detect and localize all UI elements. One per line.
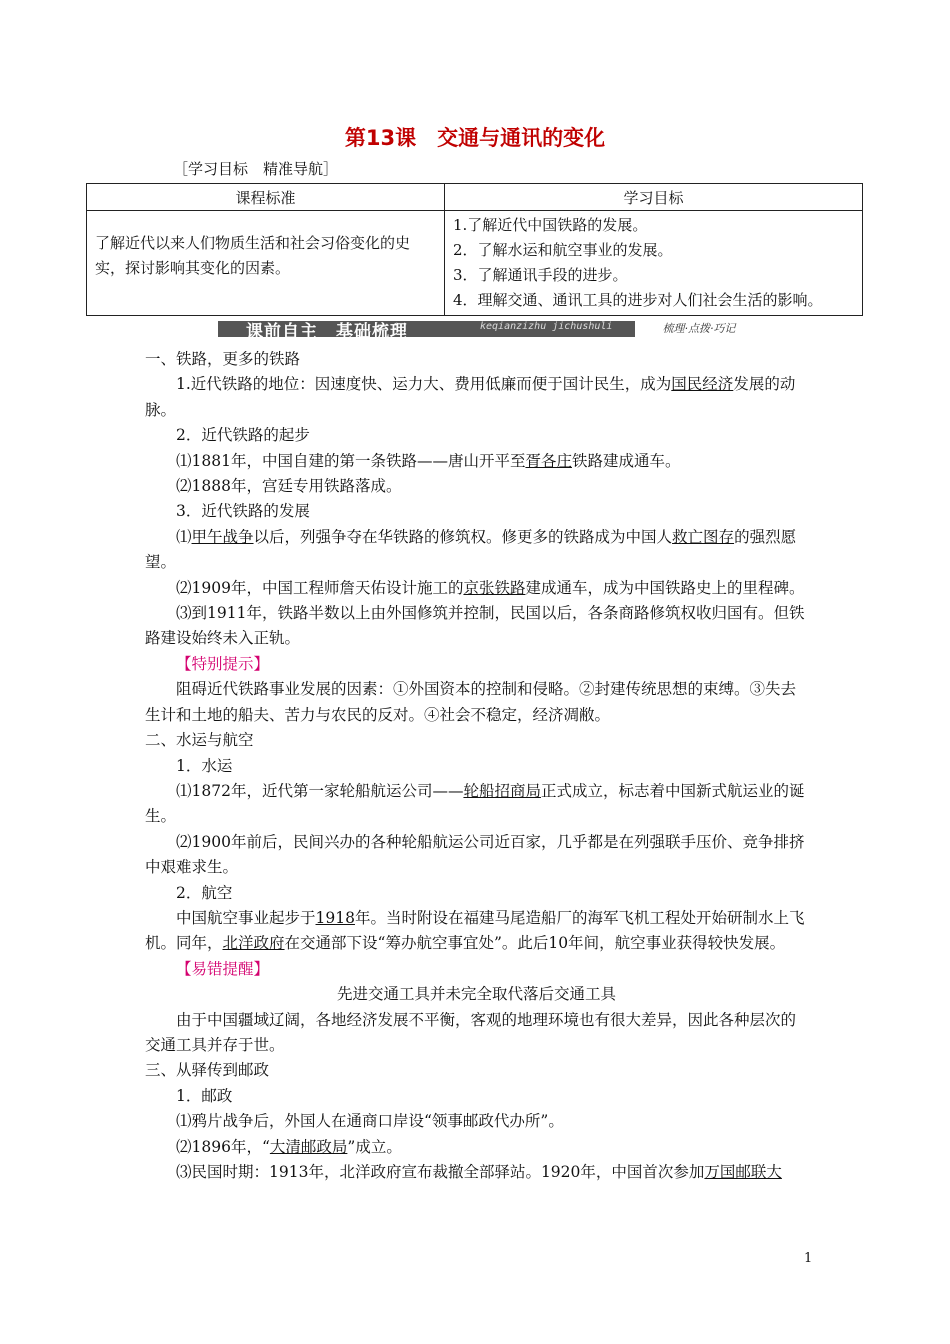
section-heading: 一、铁路，更多的铁路 (145, 350, 301, 368)
blank-answer: 救亡图存 (672, 527, 735, 546)
nav-label: ［学习目标 精准导航］ (173, 160, 339, 178)
blank-answer: 轮船招商局 (463, 781, 541, 800)
paragraph: ⑴1872年，近代第一家轮船航运公司——轮船招商局正式成立，标志着中国新式航运业的诞生。 (145, 781, 805, 826)
goals-table (86, 183, 863, 316)
paragraph: ⑵1888年，宫廷专用铁路落成。 (176, 477, 402, 496)
lesson-title: 第13课 交通与通讯的变化 (344, 126, 606, 150)
goal-item: 4．理解交通、通讯工具的进步对人们社会生活的影响。 (453, 291, 823, 309)
paragraph: ⑶民国时期：1913年，北洋政府宣布裁撤全部驿站。1920年，中国首次参加万国邮联大 (176, 1163, 782, 1181)
paragraph: 中国航空事业起步于1918年。当时附设在福建马尾造船厂的海军飞机工程处开始研制水上飞机。同年，北洋政府在交通部下设“筹办航空事宜处”。此后10年间，航空事业获得较快发展。 (145, 908, 805, 953)
tip-label: 【特别提示】 (176, 654, 270, 673)
paragraph: 1．邮政 (176, 1086, 233, 1105)
section-heading: 三、从驿传到邮政 (145, 1061, 270, 1080)
blank-answer: 胥各庄 (525, 451, 572, 470)
goal-item: 3．了解通讯手段的进步。 (453, 266, 628, 284)
paragraph: ⑵1896年，“大清邮政局”成立。 (176, 1137, 402, 1156)
blank-answer: 大清邮政局 (269, 1137, 348, 1156)
page-number: 1 (804, 1251, 813, 1266)
paragraph: ⑵1900年前后，民间兴办的各种轮船航运公司近百家，几乎都是在列强联手压价、竞争排挤中艰难求生。 (145, 832, 805, 877)
blank-answer: 京张铁路 (463, 578, 526, 597)
blank-answer: 甲午战争 (191, 527, 254, 546)
section-banner (218, 318, 763, 340)
goal-item: 1.了解近代中国铁路的发展。 (453, 216, 648, 234)
banner-title: 课前自主 基础梳理 (246, 322, 408, 342)
blank-answer: 国民经济 (671, 375, 734, 394)
paragraph: 1．水运 (176, 756, 233, 775)
blank-answer: 1918 (315, 908, 355, 927)
section-heading: 二、水运与航空 (145, 731, 254, 750)
paragraph: ⑴鸦片战争后，外国人在通商口岸设“领事邮政代办所”。 (176, 1112, 564, 1131)
paragraph: 2．航空 (176, 883, 233, 902)
paragraph: ⑵1909年，中国工程师詹天佑设计施工的京张铁路建成通车，成为中国铁路史上的里程碑。 (176, 578, 805, 597)
paragraph: 2．近代铁路的起步 (176, 426, 310, 445)
warn-title: 先进交通工具并未完全取代落后交通工具 (336, 985, 616, 1004)
body-text (145, 347, 808, 1185)
paragraph: ⑴1881年，中国自建的第一条铁路——唐山开平至胥各庄铁路建成通车。 (176, 451, 681, 470)
paragraph: 1.近代铁路的地位：因速度快、运力大、费用低廉而便于国计民生，成为国民经济发展的动脉。 (145, 375, 796, 419)
goal-item: 2．了解水运和航空事业的发展。 (453, 241, 673, 259)
paragraph: 3．近代铁路的发展 (176, 502, 310, 521)
goal-list (445, 211, 863, 316)
warn-label: 【易错提醒】 (176, 959, 270, 978)
header-standard: 课程标准 (87, 184, 445, 211)
blank-answer: 北洋政府 (222, 934, 285, 953)
paragraph: 阻碍近代铁路事业发展的因素：①外国资本的控制和侵略。②封建传统思想的束缚。③失去生计和土地的船夫、苦力与农民的反对。④社会不稳定，经济凋敝。 (145, 680, 797, 724)
blank-answer: 万国邮联大 (704, 1163, 782, 1181)
paragraph: ⑶到1911年，铁路半数以上由外国修筑并控制，民国以后，各条商路修筑权收归国有。但铁路建设始终未入正轨。 (145, 604, 805, 648)
header-goals: 学习目标 (445, 184, 863, 211)
course-standard: 了解近代以来人们物质生活和社会习俗变化的史实，探讨影响其变化的因素。 (87, 211, 445, 316)
banner-tag: 梳理·点拨·巧记 (635, 319, 763, 339)
paragraph: 由于中国疆域辽阔，各地经济发展不平衡，客观的地理环境也有很大差异，因此各种层次的交通工具并存于世。 (145, 1010, 797, 1054)
paragraph: ⑴甲午战争以后，列强争夺在华铁路的修筑权。修更多的铁路成为中国人救亡图存的强烈愿望。 (145, 527, 797, 572)
banner-pinyin: keqianzizhu jichushuli (480, 321, 613, 332)
